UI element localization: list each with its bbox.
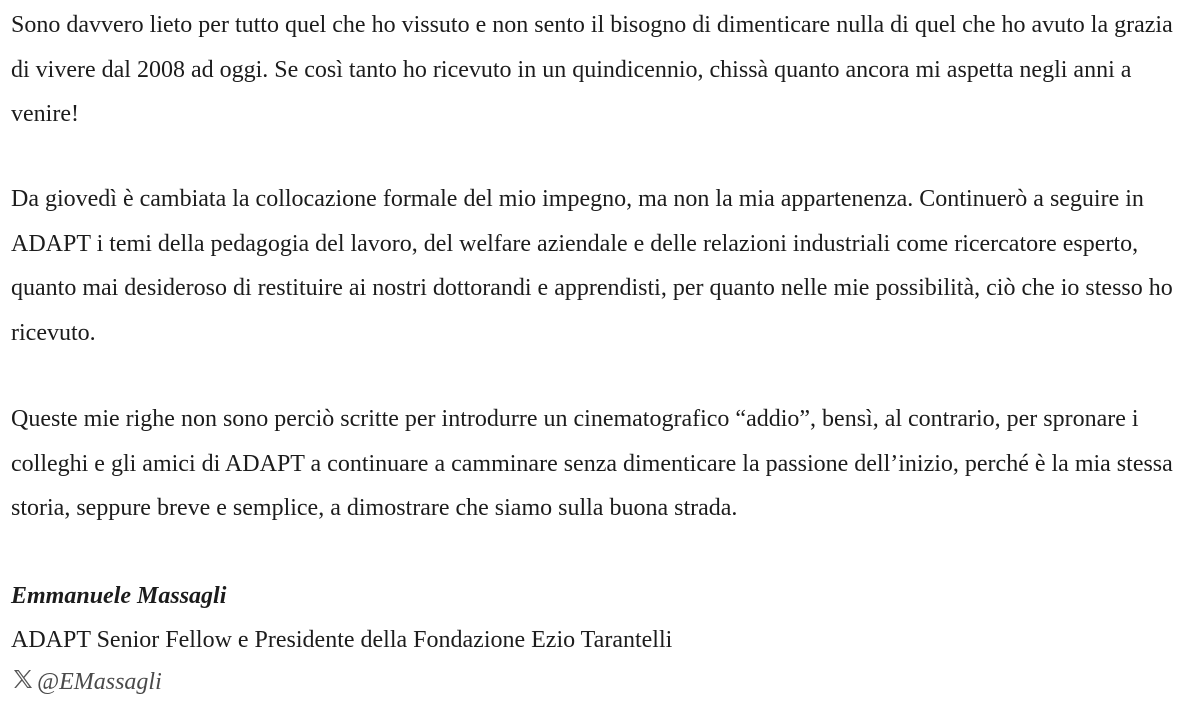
paragraph-2: Da giovedì è cambiata la collocazione formale del mio impegno, ma non la mia appartenenza. Continuerò a seguire in ADAPT i temi della pedagogia del lavoro, del welfare aziendale e delle relazioni industriali come ricercatore esperto, quanto mai desideroso di restituire ai nostri dottorandi e apprendisti, per quanto nelle mie possibilità, ciò che io stesso ho ricevuto.	[11, 186, 1173, 346]
author-name: Emmanuele Massagli	[11, 583, 227, 609]
author-social-link[interactable]	[11, 662, 162, 702]
author-role: ADAPT Senior Fellow e Presidente della Fondazione Ezio Tarantelli	[11, 627, 673, 653]
x-logo-icon	[11, 667, 35, 691]
paragraph-1: Sono davvero lieto per tutto quel che ho vissuto e non sento il bisogno di dimenticare nulla di quel che ho avuto la grazia di vivere dal 2008 ad oggi. Se così tanto ho ricevuto in un quindicennio, chissà quanto ancora mi aspetta negli anni a venire!	[11, 12, 1173, 127]
paragraph-3: Queste mie righe non sono perciò scritte per introdurre un cinematografico “addio”, bensì, al contrario, per spronare i colleghi e gli amici di ADAPT a continuare a camminare senza dimenticare la passione dell’inizio, perché è la mia stessa storia, seppure breve e semplice, a dimostrare che siamo sulla buona strada.	[11, 406, 1173, 521]
author-handle[interactable]: @EMassagli	[37, 669, 162, 695]
